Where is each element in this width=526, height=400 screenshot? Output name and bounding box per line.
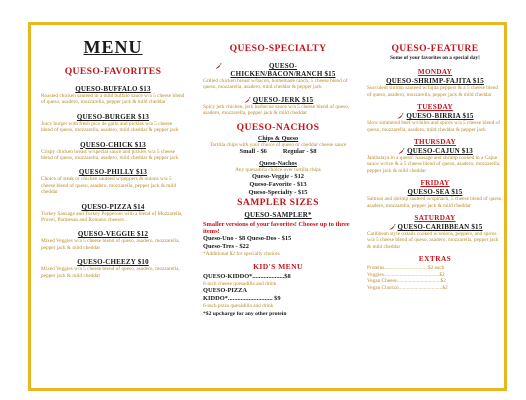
menu-item bbox=[41, 230, 185, 251]
item-desc: Spicy jerk chicken, jerk barbecue sauce w/a 5 cheese blend of queso, asadero, mozzarella, pepper jack & mild cheddar bbox=[203, 103, 350, 117]
menu-item bbox=[41, 141, 185, 162]
extras-title: EXTRAS bbox=[418, 254, 452, 264]
menu-title: MENU bbox=[83, 37, 143, 57]
item-desc: Crispy chicken breast w/special sauce and pickles w/a 5 cheese blend of queso, mozzarella, asadero, mild cheddar & pepper jack bbox=[41, 148, 179, 162]
item-desc: Grilled chicken breast w/bacon, homemade ranch, 5 cheese blend of queso, mozzarella, asadero, mild cheddar & pepper jack bbox=[203, 78, 348, 91]
feature-day bbox=[367, 214, 503, 250]
feature-day bbox=[367, 138, 503, 174]
feature-day bbox=[367, 68, 503, 98]
menu-item bbox=[41, 168, 185, 195]
menu-item bbox=[203, 96, 353, 117]
chili-pepper-icon bbox=[388, 223, 396, 231]
item-desc: Jambalaya in a queso! Sausage and shrimp cooked in a Cajun sauce w/rice & a 5 cheese blend of queso, asadero, mozzarella, pepper jack & mild cheddar bbox=[367, 155, 501, 174]
nachos-line: Queso-Veggie - $12 bbox=[252, 173, 304, 181]
kids-title: KID'S MENU bbox=[253, 261, 303, 271]
item-name: QUESO-BUFFALO $13 bbox=[75, 85, 151, 93]
chili-pepper-icon bbox=[397, 147, 405, 155]
chili-pepper-icon bbox=[243, 96, 251, 104]
feature-day bbox=[367, 179, 503, 209]
favorites-title: QUESO-FAVORITES bbox=[64, 66, 162, 77]
day-label: THURSDAY bbox=[413, 138, 457, 147]
item-name: QUESO-CAJUN $13 bbox=[407, 147, 473, 156]
item-name: QUESO-JERK $15 bbox=[252, 95, 314, 104]
item-name: QUESO-PIZZA $14 bbox=[81, 202, 145, 211]
kids-note: *$2 upcharge for any other protein bbox=[203, 310, 287, 317]
item-name: QUESO-CHEEZY $10 bbox=[77, 258, 149, 267]
kids-item-name-b: KIDDO*............................ $9 bbox=[203, 295, 281, 303]
item-desc: Mixed Veggies w/a 5 cheese blend of queso, asadero, mozzarella, pepper jack & mild cheddar bbox=[41, 266, 180, 279]
nachos-line: Queso-Favorite - $13 bbox=[249, 181, 307, 189]
item-desc: Salmon and shrimp sauteed w/spinach, 5 cheese blend of queso, asadero, mozzarella, pepper jack & mild cheddar bbox=[367, 196, 503, 209]
menu-frame bbox=[28, 22, 507, 391]
day-label: TUESDAY bbox=[417, 103, 453, 112]
item-desc: Turkey Sausage and Turkey Pepperoni with a blend of Mozzarella, Provel, Parmesan and Romano cheeses. bbox=[41, 210, 183, 224]
sampler-note: *Additional $2 for specialty choices bbox=[203, 251, 280, 258]
item-desc: Juicy burger with fresh pico de gallo and pickles w/a 5 cheese blend of queso, mozzarella, asadero, mild cheddar & pepper jack bbox=[41, 120, 179, 134]
menu-item bbox=[203, 62, 353, 91]
item-desc: Mixed Veggies w/a 5 cheese blend of queso, asadero, mozzarella, pepper jack & mild cheddar bbox=[41, 238, 180, 251]
chips-desc: Tortilla chips with your choice of queso or cheddar cheese sauce bbox=[209, 141, 347, 148]
item-name: QUESO-VEGGIE $12 bbox=[77, 230, 149, 239]
chili-pepper-icon bbox=[214, 62, 222, 70]
item-name: QUESO-CARIBBEAN $15 bbox=[397, 223, 483, 232]
extras-line: Proteins.................................$2 each bbox=[367, 265, 445, 272]
chips-prices: Small - $6 Regular - $8 bbox=[239, 148, 317, 156]
item-name: QUESO-SHRIMP-FAJITA $15 bbox=[386, 77, 484, 86]
kids-item-name: QUESO-PIZZA bbox=[203, 287, 248, 295]
nachos-line: Queso-Specialty - $15 bbox=[248, 189, 308, 197]
day-label: FRIDAY bbox=[420, 179, 450, 188]
extras-line: Veggies..........................................$2 bbox=[367, 271, 445, 278]
feature-column bbox=[363, 25, 507, 291]
item-desc: Slow simmered beef w/chiles and spices w/a 5 cheese blend of queso, mozzarella, asadero, mild cheddar & pepper jack bbox=[367, 120, 500, 133]
menu-item bbox=[41, 85, 185, 106]
item-name: QUESO-CHICK $13 bbox=[80, 140, 146, 149]
item-name: QUESO-BIRRIA $15 bbox=[406, 112, 474, 121]
kids-item-name: QUESO-KIDDO*....................$8 bbox=[203, 272, 291, 280]
menu-item bbox=[41, 113, 185, 134]
day-label: SATURDAY bbox=[414, 214, 456, 223]
item-name: QUESO-CHICKEN/BACON/RANCH $15 bbox=[230, 62, 336, 78]
sampler-intro: Smaller versions of your favorites! Choose up to three items! bbox=[203, 221, 350, 236]
extras-line: Vegan Chorizo.................................$2 bbox=[367, 284, 448, 291]
item-desc: Caribbean style oxtails cooked w/onions, peppers, and spices w/a 5 cheese blend of queso, asadero, mozzarella, pepper jack & mild cheddar bbox=[367, 231, 499, 250]
extras-line: Vegan Cheese.................................$2 bbox=[367, 278, 446, 285]
queso-nachos-heading: Queso-Nachos bbox=[259, 160, 297, 168]
item-name: QUESO-PHILLY $13 bbox=[78, 168, 148, 177]
sampler-line: Queso-Uno - $8 Queso-Dos - $15 bbox=[203, 235, 292, 243]
kids-item-desc: 6-inch pizza quesadilla and drink bbox=[203, 303, 274, 310]
item-desc: Roasted chicken sauteed in a mild buffalo sauce w/a 5 cheese blend of queso, asadero, mozzarella, pepper jack & mild cheddar bbox=[41, 93, 185, 106]
favorites-column bbox=[31, 25, 189, 286]
item-desc: Succulent shrimp sauteed w/fajita peppers & a 5 cheese blend of queso, asadero, mozzarella, pepper jack & mild cheddar bbox=[367, 85, 499, 98]
sampler-title: SAMPLER SIZES bbox=[237, 197, 319, 209]
specialty-column bbox=[197, 25, 355, 318]
item-name: QUESO-BURGER $13 bbox=[76, 112, 150, 121]
item-name: QUESO-SEA $15 bbox=[407, 188, 463, 197]
feature-day bbox=[367, 103, 503, 133]
item-desc: Choice of steak or chicken sauteed w/peppers & onions w/a 5 cheese blend of queso, asadero, mozzarella, pepper jack & mild cheddar bbox=[41, 176, 177, 196]
kids-item-desc: 6-inch cheese quesadilla and drink bbox=[203, 280, 277, 287]
queso-nachos-desc: Any quesadilla choice over tortilla chips bbox=[235, 167, 321, 174]
specialty-title: QUESO-SPECIALTY bbox=[229, 43, 327, 54]
feature-title: QUESO-FEATURE bbox=[391, 43, 479, 54]
day-label: MONDAY bbox=[417, 68, 453, 77]
menu-item bbox=[41, 203, 185, 224]
chips-heading: Chips & Queso bbox=[257, 134, 299, 142]
feature-subtitle: Some of your favorites on a special day! bbox=[390, 55, 480, 61]
sampler-line: Queso-Tres - $22 bbox=[203, 243, 249, 251]
sampler-name: QUESO-SAMPLER* bbox=[244, 211, 312, 220]
nachos-title: QUESO-NACHOS bbox=[236, 121, 320, 133]
menu-item bbox=[41, 258, 185, 279]
